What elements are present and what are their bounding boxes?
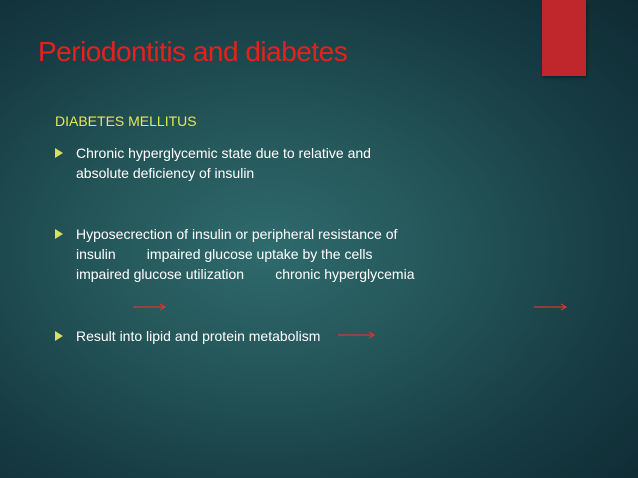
triangle-right-icon — [55, 326, 76, 341]
bullet-text: Chronic hyperglycemic state due to relative and absolute deficiency of insulin — [76, 145, 371, 181]
long-arrow-right-icon — [133, 302, 167, 312]
bullet-item — [55, 224, 525, 284]
bullet-item — [55, 143, 525, 183]
accent-tab — [542, 0, 586, 76]
triangle-right-icon — [55, 143, 76, 158]
long-arrow-right-icon — [534, 302, 568, 312]
slide-subtitle: DIABETES MELLITUS — [55, 113, 197, 129]
bullet-text: Hyposecrection of insulin or peripheral resistance of insulin impaired glucose uptake by the cells impaired glucose utilization chronic hyperglycemia — [76, 226, 415, 282]
triangle-right-icon — [55, 224, 76, 239]
long-arrow-right-icon — [338, 330, 376, 340]
slide-title: Periodontitis and diabetes — [38, 36, 348, 67]
bullet-text: Result into lipid and protein metabolism — [76, 328, 321, 344]
bullet-item — [55, 326, 525, 346]
